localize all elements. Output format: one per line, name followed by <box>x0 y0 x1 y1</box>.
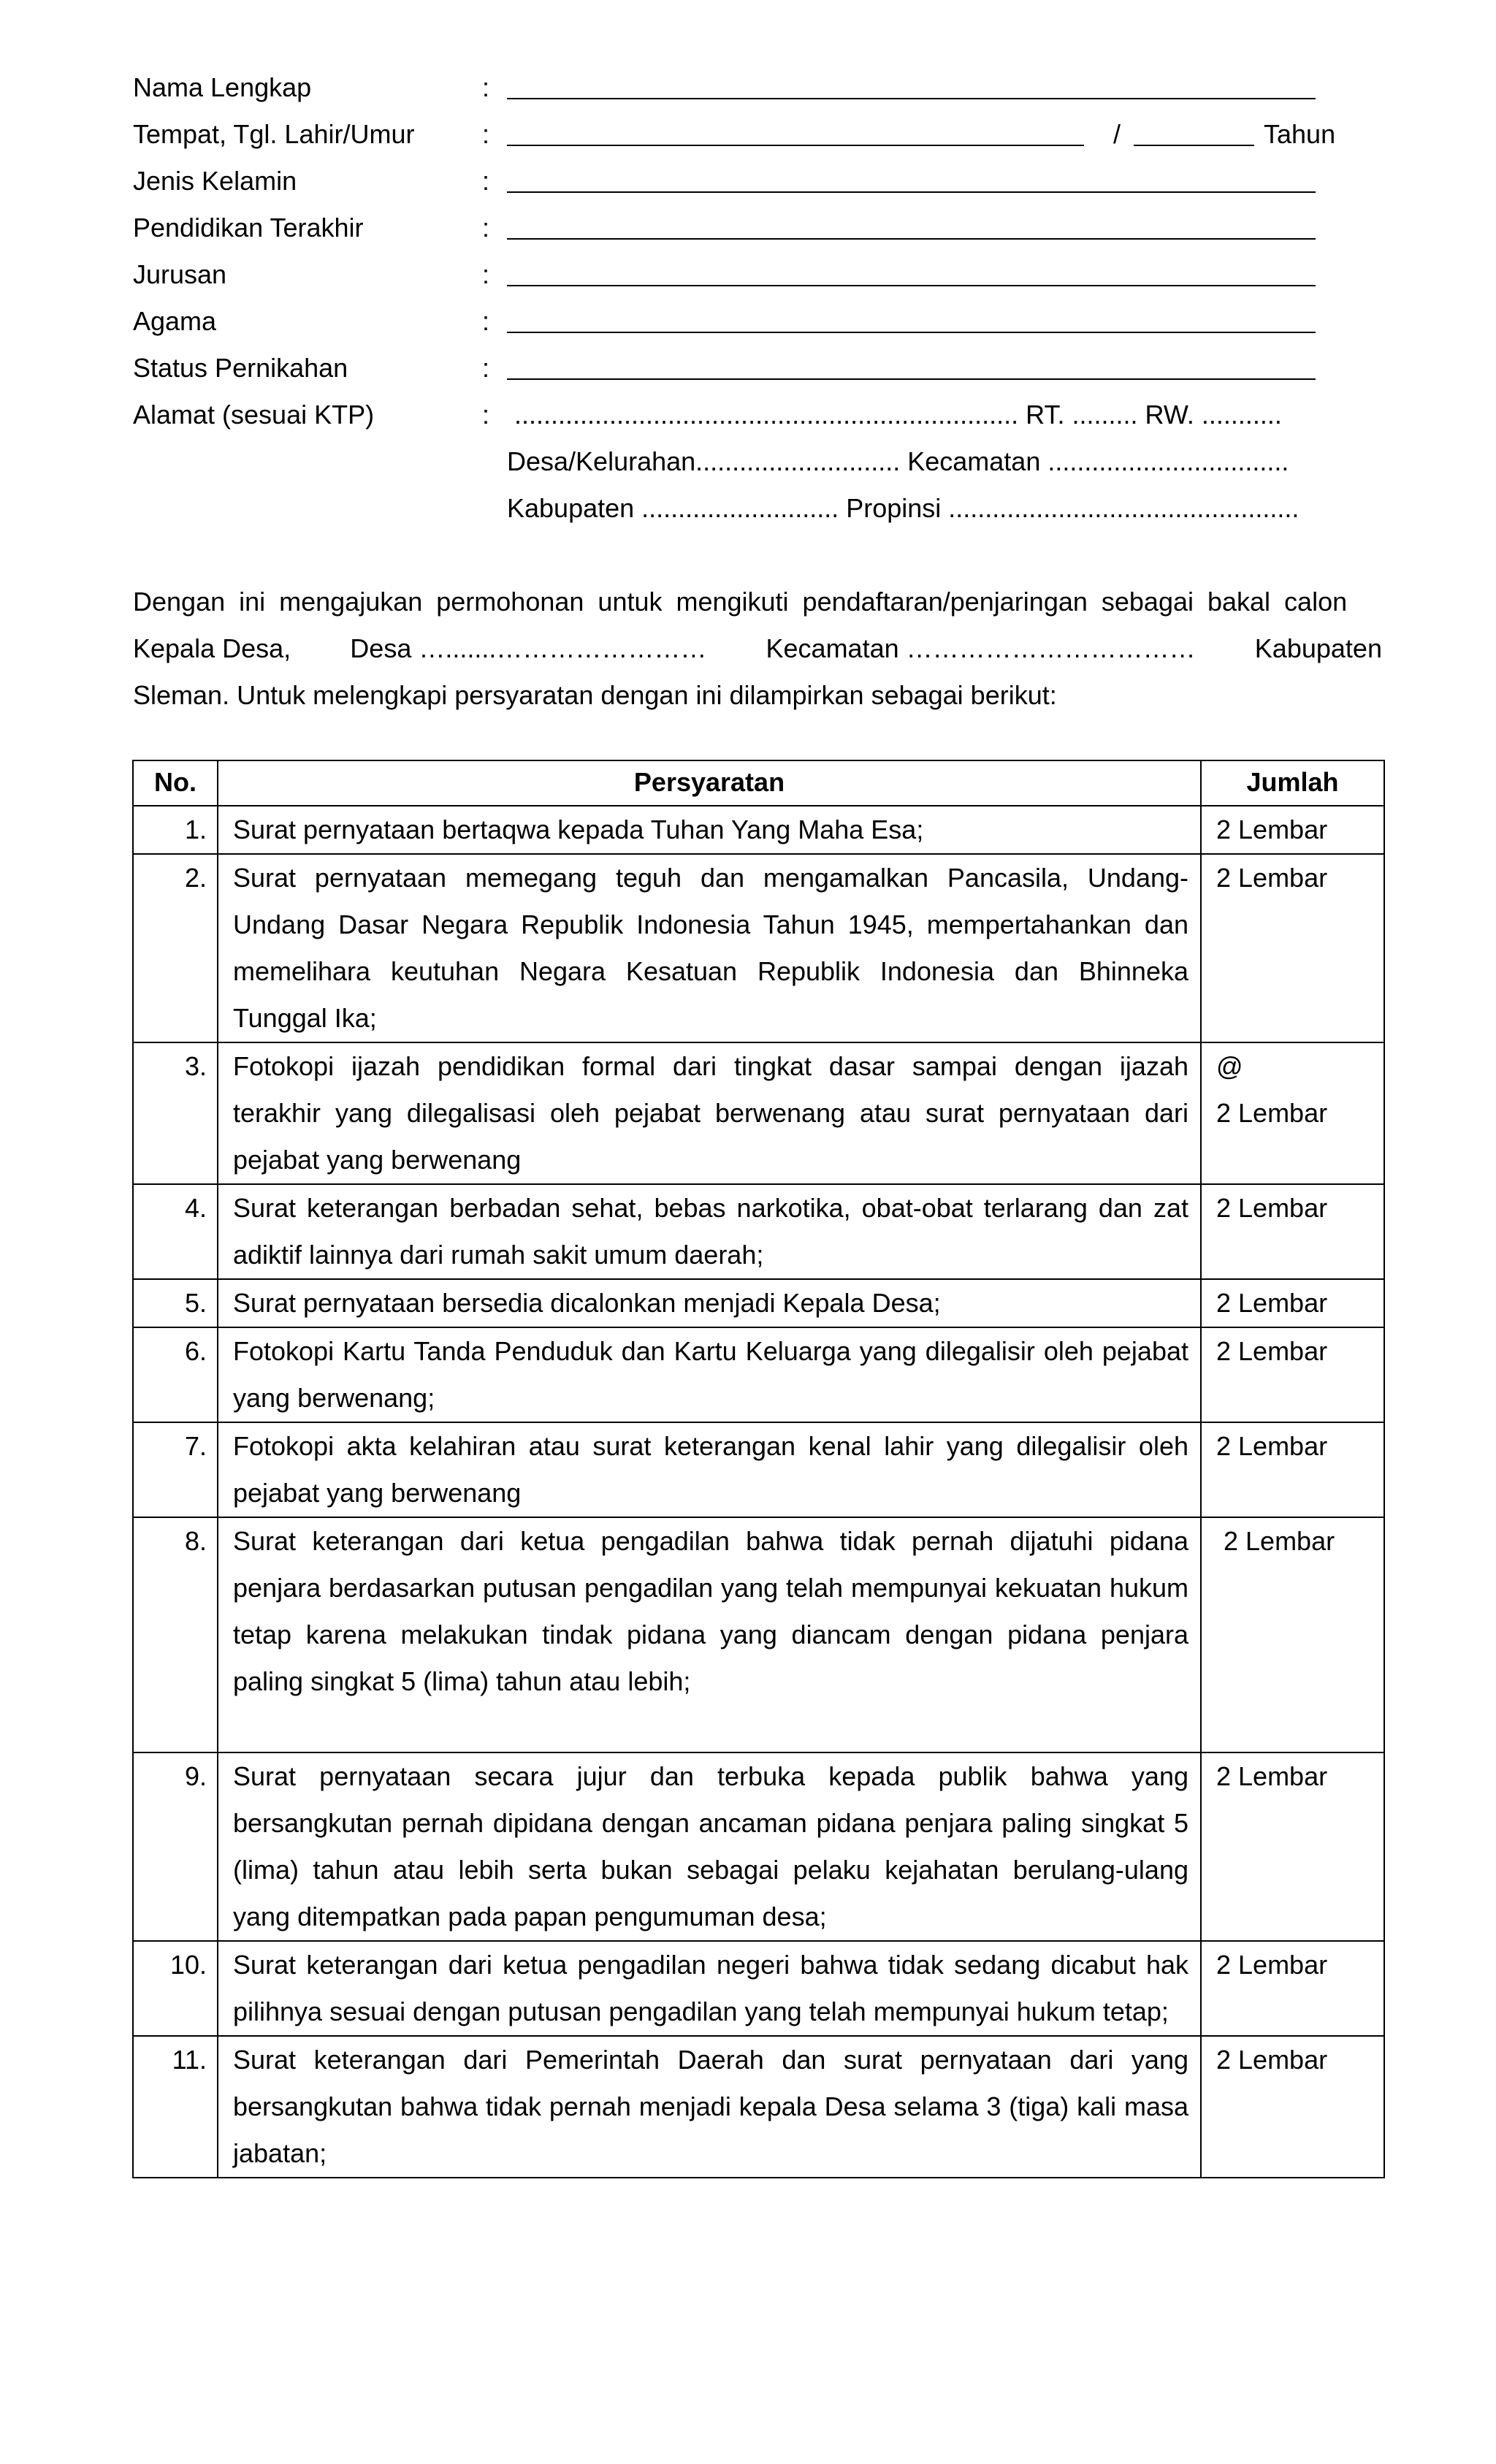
table-row <box>133 1752 1384 1941</box>
field-colon: : <box>482 72 490 102</box>
row-number: 7. <box>133 1422 218 1517</box>
field-colon: : <box>482 259 490 289</box>
desa-blank[interactable]: Desa ….......…………………… <box>350 633 707 663</box>
table-row <box>133 1941 1384 2036</box>
row-amount: 2 Lembar <box>1201 2036 1384 2178</box>
kecamatan-blank[interactable]: Kecamatan …………………………… <box>766 633 1196 663</box>
row-requirement: Surat pernyataan bertaqwa kepada Tuhan Yang Maha Esa; <box>218 806 1201 854</box>
row-requirement: Fotokopi ijazah pendidikan formal dari tingkat dasar sampai dengan ijazah terakhir yang dilegalisasi oleh pejabat berwenang atau surat pernyataan dari pejabat yang berwenang <box>218 1042 1201 1184</box>
table-row <box>133 1327 1384 1422</box>
row-number: 8. <box>133 1517 218 1752</box>
nama-input-line[interactable] <box>507 98 1316 99</box>
row-number: 9. <box>133 1752 218 1941</box>
row-amount: 2 Lembar <box>1201 1941 1384 2036</box>
address-line-1[interactable]: ..................................................................... RT. ......... RW. ........... <box>514 400 1282 430</box>
field-label: Agama <box>133 306 217 336</box>
field-label: Nama Lengkap <box>133 72 312 102</box>
row-requirement: Fotokopi akta kelahiran atau surat keterangan kenal lahir yang dilegalisir oleh pejabat yang berwenang <box>218 1422 1201 1517</box>
paragraph-text: Dengan ini mengajukan permohonan untuk mengikuti pendaftaran/penjaringan sebagai bakal calon <box>133 587 1348 617</box>
row-requirement: Surat pernyataan bersedia dicalonkan menjadi Kepala Desa; <box>218 1279 1201 1327</box>
pendidikan-input-line[interactable] <box>507 238 1316 240</box>
field-colon: : <box>482 213 490 243</box>
paragraph-line-1 <box>133 579 1382 625</box>
requirements-table <box>132 760 1385 2178</box>
header-no: No. <box>133 760 218 806</box>
table-row <box>133 1184 1384 1279</box>
row-number: 10. <box>133 1941 218 2036</box>
address-line-2[interactable]: Desa/Kelurahan............................ Kecamatan ................................. <box>507 446 1289 476</box>
row-amount: 2 Lembar <box>1201 1517 1384 1752</box>
jenis-kelamin-input-line[interactable] <box>507 191 1316 193</box>
table-row <box>133 806 1384 854</box>
row-amount: 2 Lembar <box>1201 1279 1384 1327</box>
umur-input-line[interactable] <box>1134 145 1254 146</box>
form-row-agama <box>133 298 1375 345</box>
jurusan-input-line[interactable] <box>507 285 1316 286</box>
field-unit: Tahun <box>1264 119 1336 149</box>
row-amount: @ 2 Lembar <box>1201 1042 1384 1184</box>
table-row <box>133 1517 1384 1752</box>
header-amount: Jumlah <box>1201 760 1384 806</box>
table-header-row <box>133 760 1384 806</box>
row-requirement: Fotokopi Kartu Tanda Penduduk dan Kartu Keluarga yang dilegalisir oleh pejabat yang berwenang; <box>218 1327 1201 1422</box>
form-row-jurusan <box>133 251 1375 298</box>
form-row-jenis-kelamin <box>133 158 1375 205</box>
table-row <box>133 854 1384 1042</box>
field-label: Jurusan <box>133 259 227 289</box>
row-amount: 2 Lembar <box>1201 1752 1384 1941</box>
row-amount: 2 Lembar <box>1201 1327 1384 1422</box>
form-row-status <box>133 345 1375 392</box>
table-row <box>133 1042 1384 1184</box>
field-slash: / <box>1113 119 1121 149</box>
field-label: Jenis Kelamin <box>133 166 297 196</box>
field-colon: : <box>482 166 490 196</box>
field-colon: : <box>482 400 490 430</box>
row-number: 6. <box>133 1327 218 1422</box>
row-number: 11. <box>133 2036 218 2178</box>
row-amount: 2 Lembar <box>1201 854 1384 1042</box>
row-requirement: Surat keterangan dari ketua pengadilan bahwa tidak pernah dijatuhi pidana penjara berdasarkan putusan pengadilan yang telah mempunyai kekuatan hukum tetap karena melakukan tindak pidana yang diancam dengan pidana penjara paling singkat 5 (lima) tahun atau lebih; <box>218 1517 1201 1752</box>
row-requirement: Surat keterangan dari ketua pengadilan negeri bahwa tidak sedang dicabut hak pilihnya sesuai dengan putusan pengadilan yang telah mempunyai hukum tetap; <box>218 1941 1201 2036</box>
form-row-pendidikan <box>133 205 1375 251</box>
field-colon: : <box>482 353 490 383</box>
row-requirement: Surat pernyataan secara jujur dan terbuka kepada publik bahwa yang bersangkutan pernah dipidana dengan ancaman pidana penjara paling singkat 5 (lima) tahun atau lebih serta bukan sebagai pelaku kejahatan berulang-ulang yang ditempatkan pada papan pengumuman desa; <box>218 1752 1201 1941</box>
row-number: 5. <box>133 1279 218 1327</box>
field-label: Alamat (sesuai KTP) <box>133 400 375 430</box>
row-number: 2. <box>133 854 218 1042</box>
paragraph-text: Kepala Desa, <box>133 633 291 663</box>
address-line-3[interactable]: Kabupaten ........................... Propinsi ................................................ <box>507 493 1300 523</box>
row-requirement: Surat keterangan dari Pemerintah Daerah dan surat pernyataan dari yang bersangkutan bahwa tidak pernah menjadi kepala Desa selama 3 (tiga) kali masa jabatan; <box>218 2036 1201 2178</box>
row-amount: 2 Lembar <box>1201 1422 1384 1517</box>
paragraph-line-3: Sleman. Untuk melengkapi persyaratan dengan ini dilampirkan sebagai berikut: <box>133 680 1057 710</box>
paragraph-line-2 <box>133 625 1382 672</box>
form-row-ttl <box>133 111 1375 158</box>
field-colon: : <box>482 306 490 336</box>
row-amount: 2 Lembar <box>1201 806 1384 854</box>
row-amount: 2 Lembar <box>1201 1184 1384 1279</box>
ttl-input-line[interactable] <box>507 145 1084 146</box>
row-requirement: Surat keterangan berbadan sehat, bebas narkotika, obat-obat terlarang dan zat adiktif lainnya dari rumah sakit umum daerah; <box>218 1184 1201 1279</box>
form-row-alamat-3 <box>133 485 1375 532</box>
row-requirement: Surat pernyataan memegang teguh dan mengamalkan Pancasila, Undang-Undang Dasar Negara Republik Indonesia Tahun 1945, mempertahankan dan memelihara keutuhan Negara Kesatuan Republik Indonesia dan Bhinneka Tunggal Ika; <box>218 854 1201 1042</box>
form-row-alamat <box>133 392 1375 438</box>
form-row-nama <box>133 64 1375 111</box>
row-number: 1. <box>133 806 218 854</box>
table-row <box>133 1279 1384 1327</box>
field-label: Pendidikan Terakhir <box>133 213 364 243</box>
paragraph-text: Kabupaten <box>1254 633 1382 663</box>
table-row <box>133 1422 1384 1517</box>
form-row-alamat-2 <box>133 438 1375 485</box>
application-paragraph <box>133 579 1382 719</box>
field-colon: : <box>482 119 490 149</box>
table-row <box>133 2036 1384 2178</box>
status-input-line[interactable] <box>507 378 1316 380</box>
field-label: Tempat, Tgl. Lahir/Umur <box>133 119 415 149</box>
header-requirement: Persyaratan <box>218 760 1201 806</box>
row-number: 3. <box>133 1042 218 1184</box>
row-number: 4. <box>133 1184 218 1279</box>
field-label: Status Pernikahan <box>133 353 348 383</box>
agama-input-line[interactable] <box>507 332 1316 333</box>
